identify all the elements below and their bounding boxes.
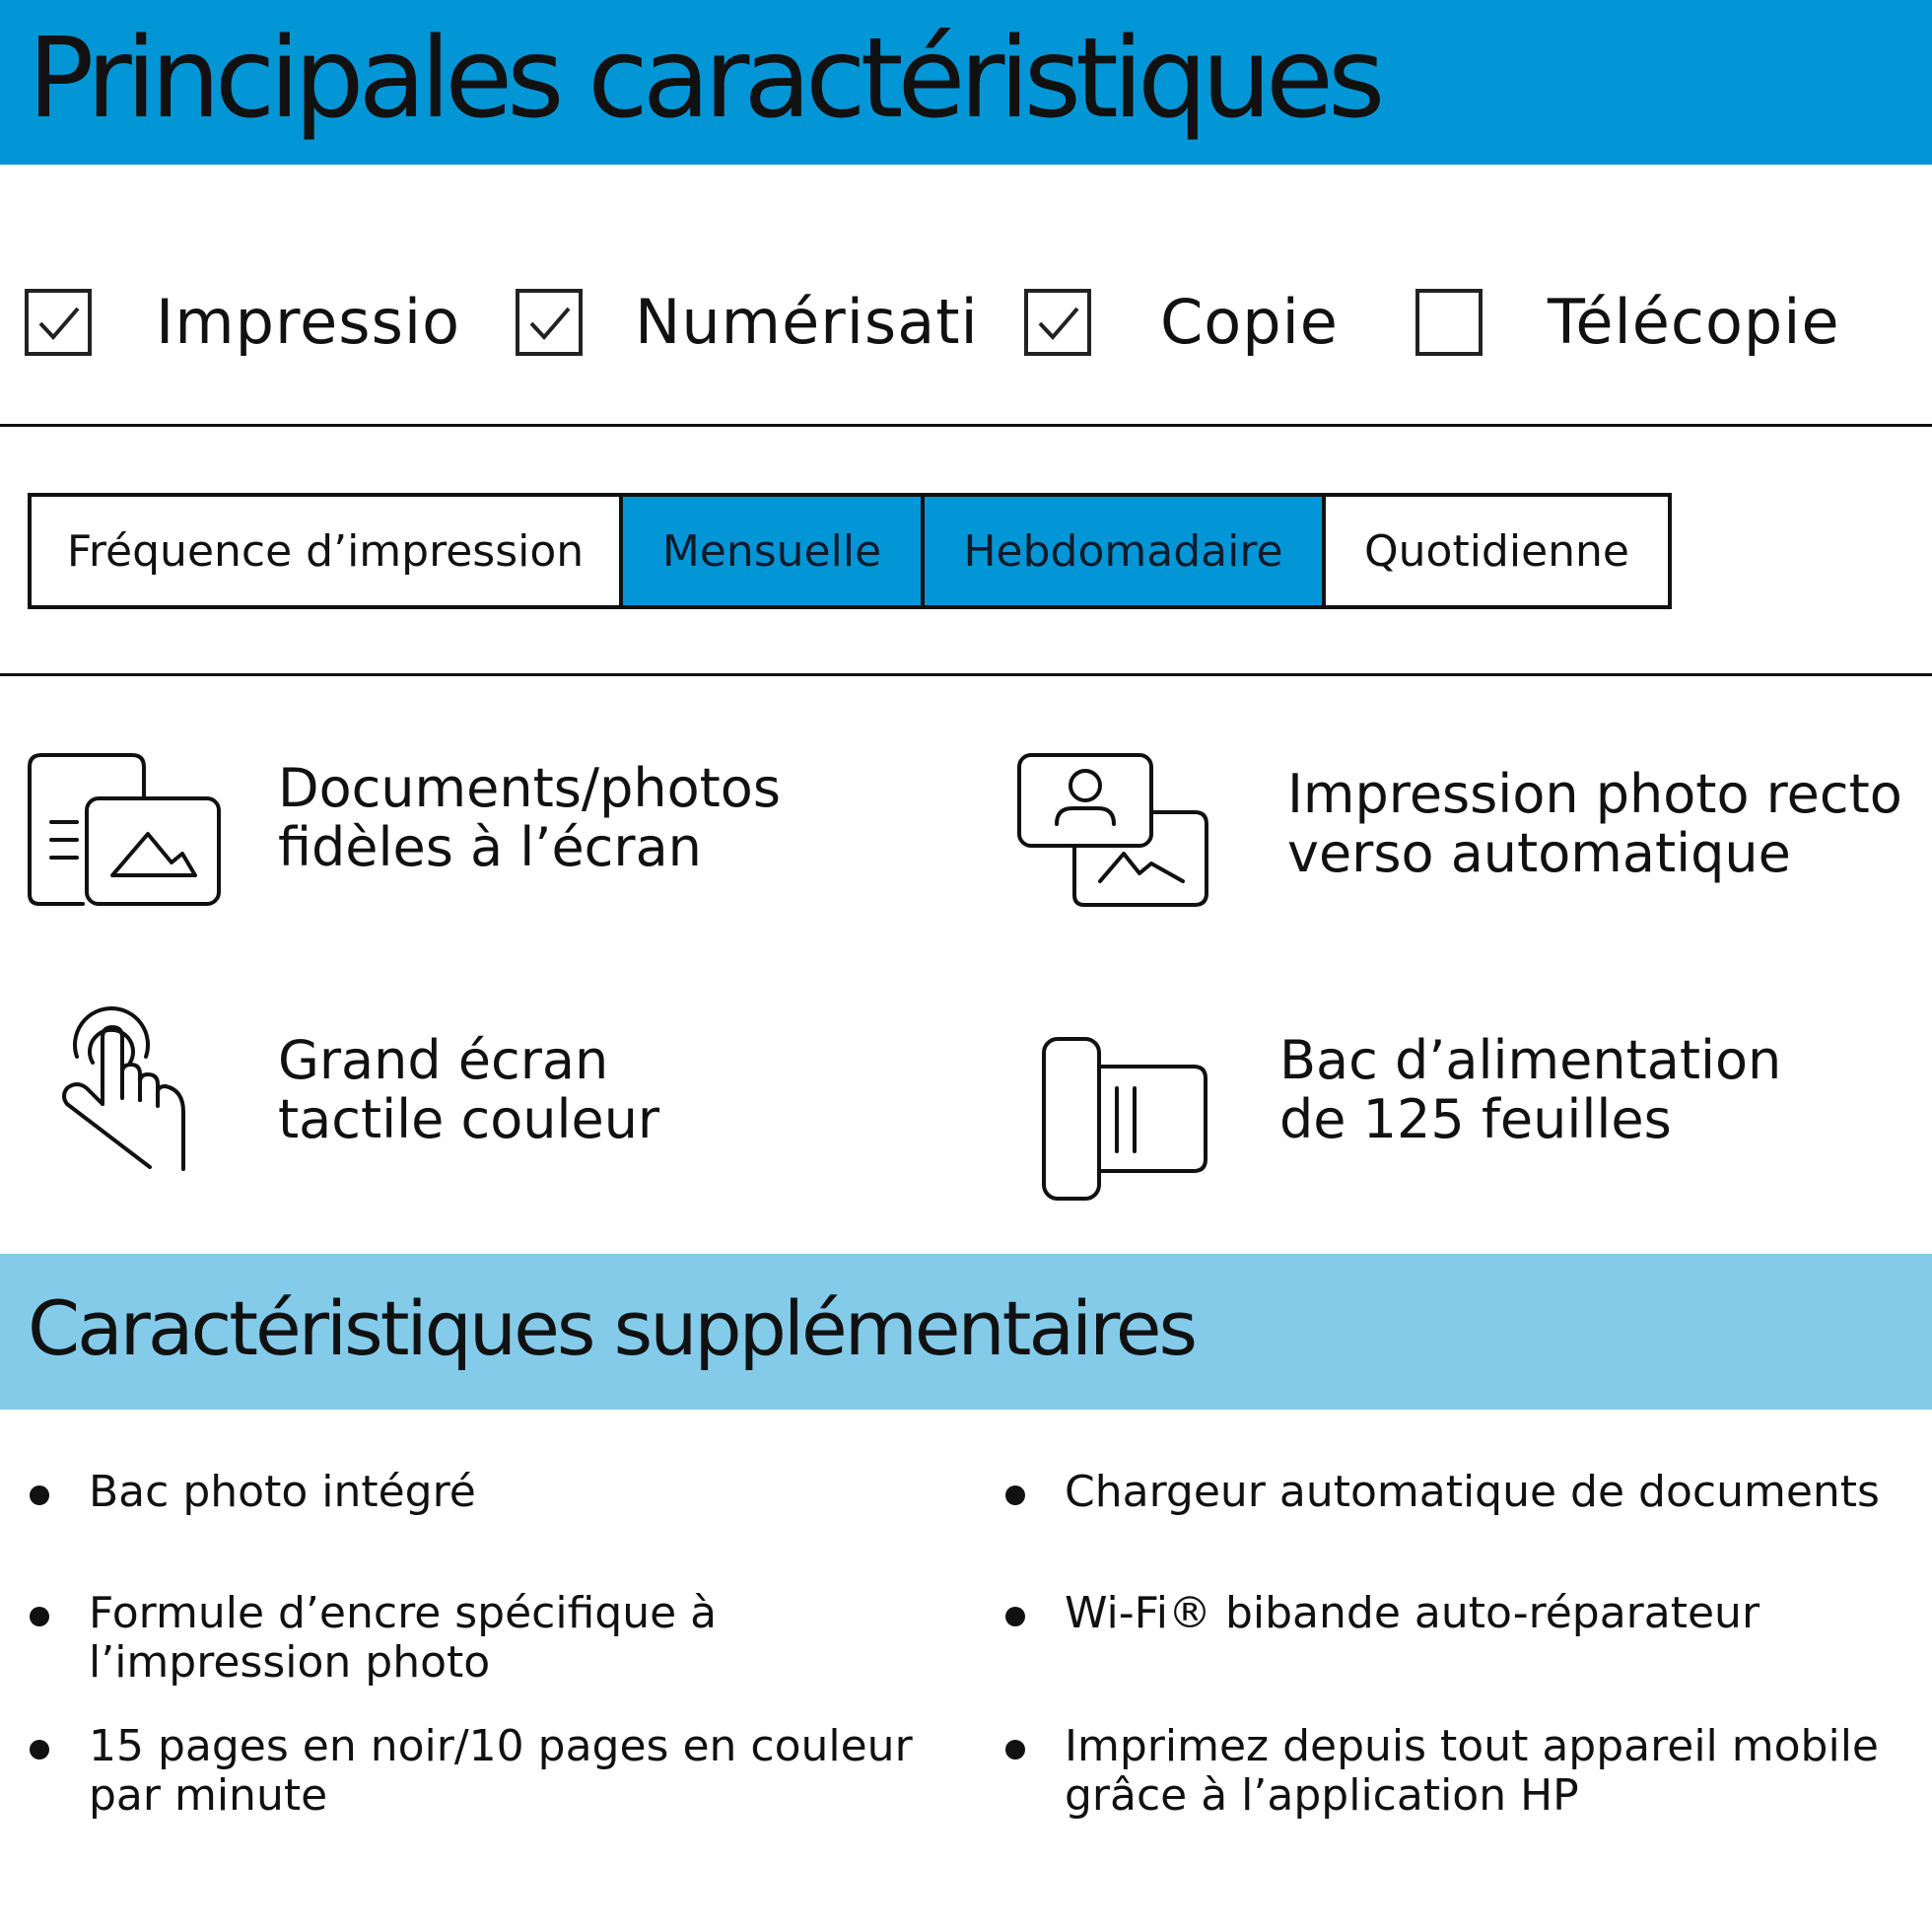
feature-text: Documents/photos fidèles à l’écran xyxy=(278,757,781,878)
function-label-telecopie: Télécopie xyxy=(1548,286,1840,358)
function-label-numerisation: Numérisati xyxy=(635,286,979,358)
list-item: Imprimez depuis tout appareil mobile grâce à l’application HP xyxy=(1065,1721,1879,1821)
feature-text: Impression photo recto verso automatique xyxy=(1287,763,1902,884)
frequency-option-weekly[interactable]: Hebdomadaire xyxy=(921,497,1322,605)
list-item: 15 pages en noir/10 pages en couleur par minute xyxy=(89,1721,913,1821)
checkbox-telecopie[interactable] xyxy=(1415,289,1483,356)
bullet xyxy=(30,1740,49,1760)
functions-row xyxy=(0,286,1932,375)
feature-text: Grand écran tactile couleur xyxy=(278,1029,660,1150)
bullet xyxy=(30,1607,49,1626)
additional-features-band xyxy=(0,1254,1932,1410)
paper-tray-icon xyxy=(1040,1035,1212,1203)
section-title: Caractéristiques supplémentaires xyxy=(28,1284,1196,1372)
check-icon xyxy=(519,293,579,352)
function-label-copie: Copie xyxy=(1160,286,1339,358)
bullet xyxy=(1005,1740,1025,1760)
bullet xyxy=(1005,1485,1025,1505)
print-frequency-selector xyxy=(28,493,1672,609)
checkbox-numerisation[interactable] xyxy=(516,289,583,356)
page-title: Principales caractéristiques xyxy=(28,15,1380,143)
divider xyxy=(0,673,1932,676)
header-bar xyxy=(0,0,1932,165)
list-item: Wi-Fi® bibande auto-réparateur xyxy=(1065,1588,1760,1638)
list-item: Bac photo intégré xyxy=(89,1467,476,1517)
frequency-label: Fréquence d’impression xyxy=(66,525,585,577)
documents-photos-icon xyxy=(26,751,223,909)
bullet xyxy=(30,1485,49,1505)
check-icon xyxy=(29,293,88,352)
check-icon xyxy=(1028,293,1087,352)
divider xyxy=(0,424,1932,427)
bullet xyxy=(1005,1607,1025,1626)
checkbox-impression[interactable] xyxy=(25,289,92,356)
checkbox-copie[interactable] xyxy=(1024,289,1091,356)
feature-text: Bac d’alimentation de 125 feuilles xyxy=(1279,1029,1782,1150)
frequency-option-daily[interactable]: Quotidienne xyxy=(1322,497,1668,605)
frequency-option-monthly[interactable]: Mensuelle xyxy=(619,497,921,605)
function-label-impression: Impressio xyxy=(156,286,461,358)
list-item: Formule d’encre spécifique à l’impression photo xyxy=(89,1588,718,1688)
list-item: Chargeur automatique de documents xyxy=(1065,1467,1880,1517)
duplex-photo-icon xyxy=(1015,751,1212,909)
touch-screen-icon xyxy=(57,996,195,1173)
